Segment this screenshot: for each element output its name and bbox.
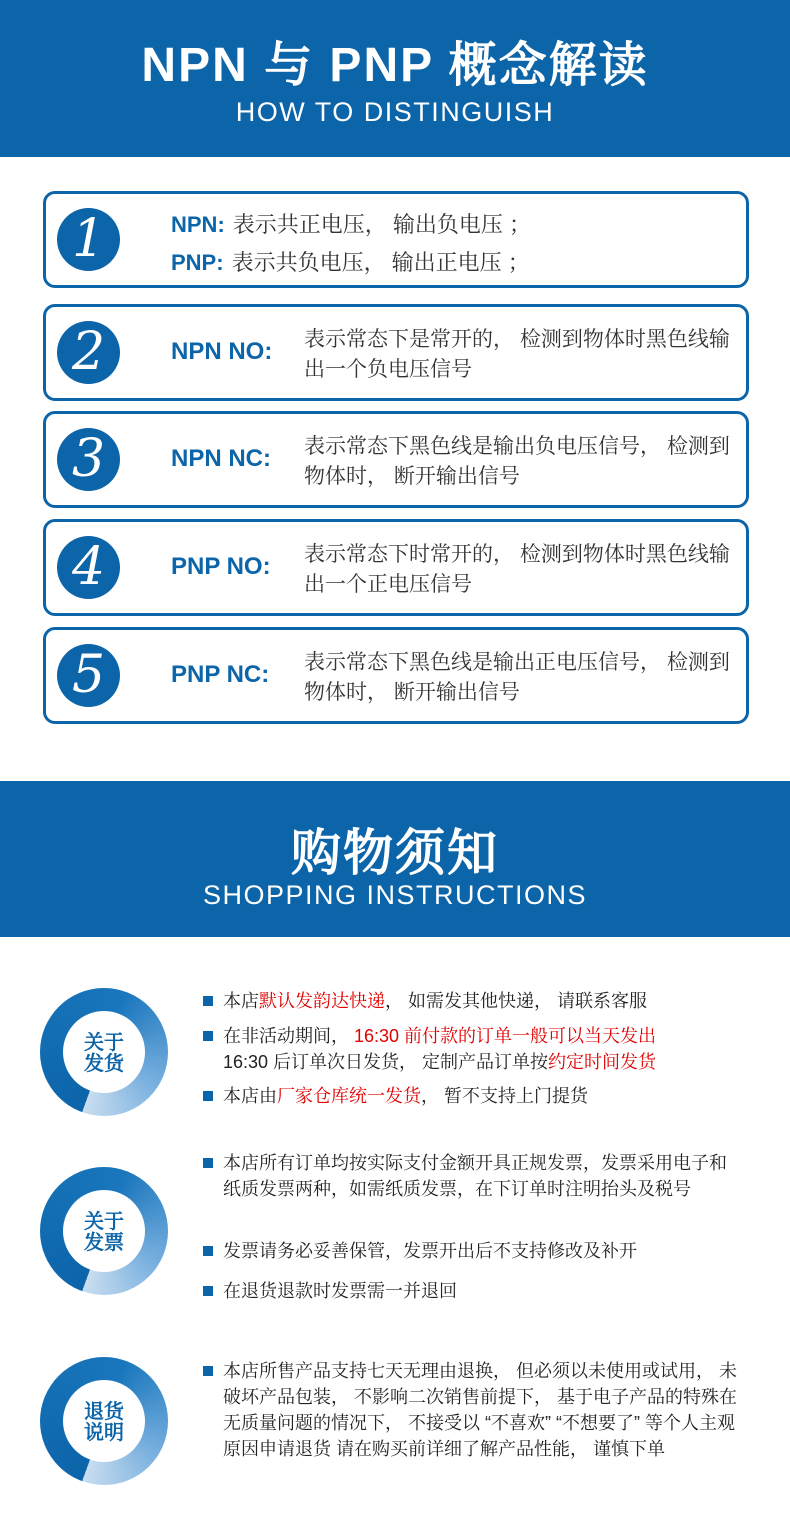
shopping-banner	[0, 781, 790, 937]
bullet-text: 本店所售产品支持七天无理由退换， 但必须以未使用或试用， 未破坏产品包装， 不影响二次销售前提下， 基于电子产品的特殊在无质量问题的情况下， 不接受以 “不喜欢” “不想要了” 等个人主观原因申请退货 请在购买前详细了解产品性能， 谨慎下单	[223, 1361, 737, 1459]
pnp-key: PNP:	[171, 250, 224, 275]
shopping-subtitle: SHOPPING INSTRUCTIONS	[202, 880, 588, 910]
highlight-text: 16:30 前付款的订单一般可以当天发出	[354, 1026, 657, 1046]
npn-line	[171, 208, 531, 239]
badge-center	[63, 1190, 145, 1272]
badge-line-1: 关于	[84, 1032, 124, 1054]
text: 在非活动期间，	[223, 1026, 355, 1046]
concept-subtitle: HOW TO DISTINGUISH	[235, 97, 555, 127]
card-label: PNP NC:	[171, 661, 270, 688]
card-description: 表示常态下时常开的， 检测到物体时黑色线输出一个正电压信号	[304, 543, 730, 596]
card-description: 表示常态下黑色线是输出正电压信号， 检测到物体时， 断开输出信号	[304, 651, 730, 704]
number-badge: 3	[57, 428, 120, 491]
badge-text	[63, 1212, 145, 1254]
bullet-text	[223, 988, 743, 1014]
bullet-text: 本店所有订单均按实际支付金额开具正规发票，发票采用电子和纸质发票两种，如需纸质发票，在下订单时注明抬头及税号	[223, 1153, 727, 1199]
number-badge: 5	[57, 644, 120, 707]
shopping-title: 购物须知	[291, 825, 499, 881]
bullet-text	[223, 1083, 743, 1109]
text: 本店由	[223, 1086, 277, 1106]
badge-text	[63, 1033, 145, 1075]
concept-banner	[0, 0, 790, 157]
concept-card-2	[43, 304, 749, 401]
highlight-text: 厂家仓库统一发货	[277, 1086, 421, 1106]
text: ， 如需发其他快递， 请联系客服	[385, 991, 648, 1011]
highlight-text: 默认发韵达快递	[259, 991, 385, 1011]
badge-text	[63, 1402, 145, 1444]
badge-line-2: 说明	[84, 1422, 124, 1444]
returns-badge	[40, 1357, 168, 1485]
text: 本店	[223, 991, 259, 1011]
badge-line-1: 关于	[84, 1211, 124, 1233]
card-label: NPN NC:	[171, 445, 271, 472]
concept-card-4	[43, 519, 749, 616]
text: 16:30 后订单次日发货， 定制产品订单按	[223, 1052, 549, 1072]
badge-line-1: 退货	[84, 1401, 124, 1423]
card-description: 表示常态下是常开的， 检测到物体时黑色线输出一个负电压信号	[304, 328, 730, 381]
text: ， 暂不支持上门提货	[421, 1086, 589, 1106]
bullet-square-icon	[203, 1246, 213, 1256]
number-badge: 4	[57, 536, 120, 599]
badge-center	[63, 1011, 145, 1093]
bullet-text: 在退货退款时发票需一并退回	[223, 1281, 457, 1301]
bullet-square-icon	[203, 1091, 213, 1101]
concept-title: NPN 与 PNP 概念解读	[141, 39, 649, 92]
concept-card-3	[43, 411, 749, 508]
bullet-square-icon	[203, 1158, 213, 1168]
badge-line-2: 发票	[84, 1232, 124, 1254]
bullet-text: 发票请务必妥善保管，发票开出后不支持修改及补开	[223, 1241, 637, 1261]
bullet-text	[223, 1023, 743, 1075]
npn-key: NPN:	[171, 212, 225, 237]
card-label: NPN NO:	[171, 338, 273, 365]
badge-center	[63, 1380, 145, 1462]
npn-text: 表示共正电压， 输出负电压 ；	[232, 212, 532, 237]
number-badge: 1	[57, 208, 120, 271]
pnp-text: 表示共负电压， 输出正电压 ；	[231, 250, 530, 275]
bullet-square-icon	[203, 996, 213, 1006]
card-label: PNP NO:	[171, 553, 271, 580]
number-badge: 2	[57, 321, 120, 384]
concept-card-1	[43, 191, 749, 288]
concept-card-5	[43, 627, 749, 724]
highlight-text: 约定时间发货	[548, 1052, 657, 1072]
badge-line-2: 发货	[84, 1053, 124, 1075]
pnp-line	[171, 246, 530, 277]
invoice-badge	[40, 1167, 168, 1295]
bullet-square-icon	[203, 1366, 213, 1376]
bullet-square-icon	[203, 1031, 213, 1041]
shipping-badge	[40, 988, 168, 1116]
bullet-square-icon	[203, 1286, 213, 1296]
card-description: 表示常态下黑色线是输出负电压信号， 检测到物体时， 断开输出信号	[304, 435, 730, 488]
